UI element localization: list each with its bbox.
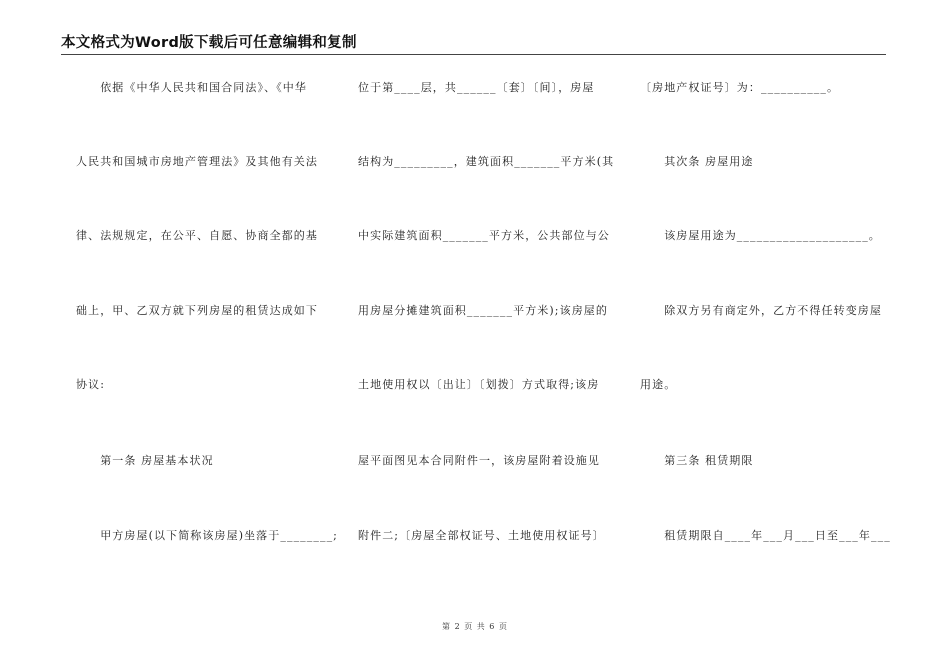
text-line: 律、法规规定，在公平、自愿、协商全都的基 — [76, 229, 318, 242]
section-heading: 其次条 房屋用途 — [640, 155, 754, 168]
text-line: 人民共和国城市房地产管理法》及其他有关法 — [76, 155, 318, 168]
text-line: 屋平面图见本合同附件一，该房屋附着设施见 — [358, 454, 600, 467]
text-line: 位于第____层，共______〔套〕〔间〕，房屋 — [358, 81, 595, 94]
text-line: 租赁期限自____年___月___日至___年___ — [640, 529, 891, 542]
section-heading: 第三条 租赁期限 — [640, 454, 754, 467]
text-line: 除双方另有商定外，乙方不得任转变房屋 — [640, 304, 882, 317]
text-line: 土地使用权以〔出让〕〔划拨〕方式取得;该房 — [358, 378, 600, 391]
header-title: 本文格式为Word版下载后可任意编辑和复制 — [61, 35, 357, 51]
text-line: 础上，甲、乙双方就下列房屋的租赁达成如下 — [76, 304, 318, 317]
text-line: 依据《中华人民共和国合同法》、《中华 — [76, 81, 307, 94]
text-line: 中实际建筑面积_______平方米，公共部位与公 — [358, 229, 610, 242]
text-line: 用房屋分摊建筑面积_______平方米);该房屋的 — [358, 304, 608, 317]
text-line: 甲方房屋(以下简称该房屋)坐落于________; — [76, 529, 338, 542]
text-line: 该房屋用途为____________________。 — [640, 229, 881, 242]
text-line: 附件二;〔房屋全部权证号、土地使用权证号〕 — [358, 529, 605, 542]
text-line: 协议: — [76, 378, 106, 391]
text-line: 〔房地产权证号〕为：__________。 — [640, 81, 840, 94]
section-heading: 第一条 房屋基本状况 — [76, 454, 214, 467]
text-line: 结构为_________，建筑面积_______平方米(其 — [358, 155, 615, 168]
text-column-3 — [640, 0, 902, 672]
text-column-2 — [358, 0, 620, 672]
text-line: 用途。 — [640, 378, 677, 391]
text-column-1 — [76, 0, 338, 672]
page-number: 第 2 页 共 6 页 — [442, 622, 508, 631]
